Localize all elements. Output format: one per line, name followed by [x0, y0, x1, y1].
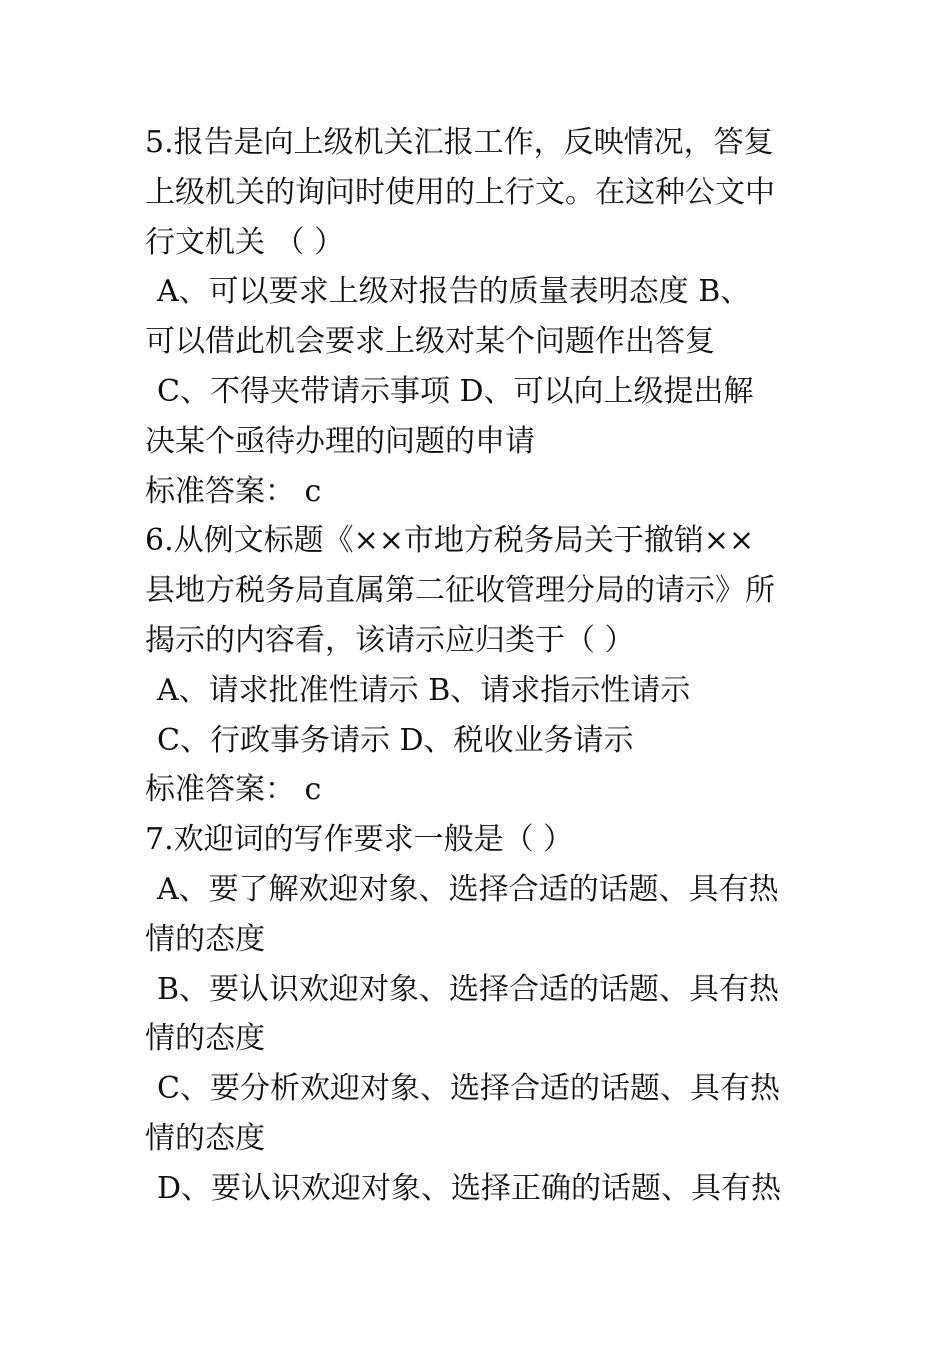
question-7-option-c: C、要分析欢迎对象、选择合适的话题、具有热: [157, 1071, 780, 1107]
question-7-option-c-cont: 情的态度: [145, 1120, 265, 1156]
question-6-option-c-d: C、行政事务请示 D、税收业务请示: [157, 722, 634, 758]
question-5-option-b-cont: 可以借此机会要求上级对某个问题作出答复: [145, 324, 715, 360]
question-7-option-b: B、要认识欢迎对象、选择合适的话题、具有热: [157, 971, 780, 1007]
question-7-line-1: 7.欢迎词的写作要求一般是（ ）: [145, 822, 574, 858]
question-7-option-a: A、要了解欢迎对象、选择合适的话题、具有热: [157, 871, 779, 907]
question-6-line-2: 县地方税务局直属第二征收管理分局的请示》所: [145, 573, 775, 609]
question-7-option-d: D、要认识欢迎对象、选择正确的话题、具有热: [157, 1170, 782, 1206]
question-6-line-3: 揭示的内容看，该请示应归类于（ ）: [145, 622, 635, 658]
question-7-option-a-cont: 情的态度: [145, 921, 265, 957]
document-body: [145, 118, 810, 1214]
question-5-line-3: 行文机关 （ ）: [145, 224, 345, 260]
question-6-answer: 标准答案： c: [145, 772, 322, 808]
question-6-option-a-b: A、请求批准性请示 B、请求指示性请示: [157, 672, 691, 708]
question-6-line-1: 6.从例文标题《××市地方税务局关于撤销××: [145, 523, 755, 559]
question-5-option-d-cont: 决某个亟待办理的问题的申请: [145, 423, 535, 459]
question-5-line-1: 5.报告是向上级机关汇报工作，反映情况，答复: [145, 125, 774, 160]
question-5-option-c-d: C、不得夹带请示事项 D、可以向上级提出解: [157, 373, 754, 409]
question-5-answer: 标准答案： c: [145, 473, 322, 509]
question-7-option-b-cont: 情的态度: [145, 1021, 265, 1057]
question-5-option-a-b: A、可以要求上级对报告的质量表明态度 B、: [157, 274, 751, 310]
question-5-line-2: 上级机关的询问时使用的上行文。在这种公文中: [145, 174, 775, 210]
